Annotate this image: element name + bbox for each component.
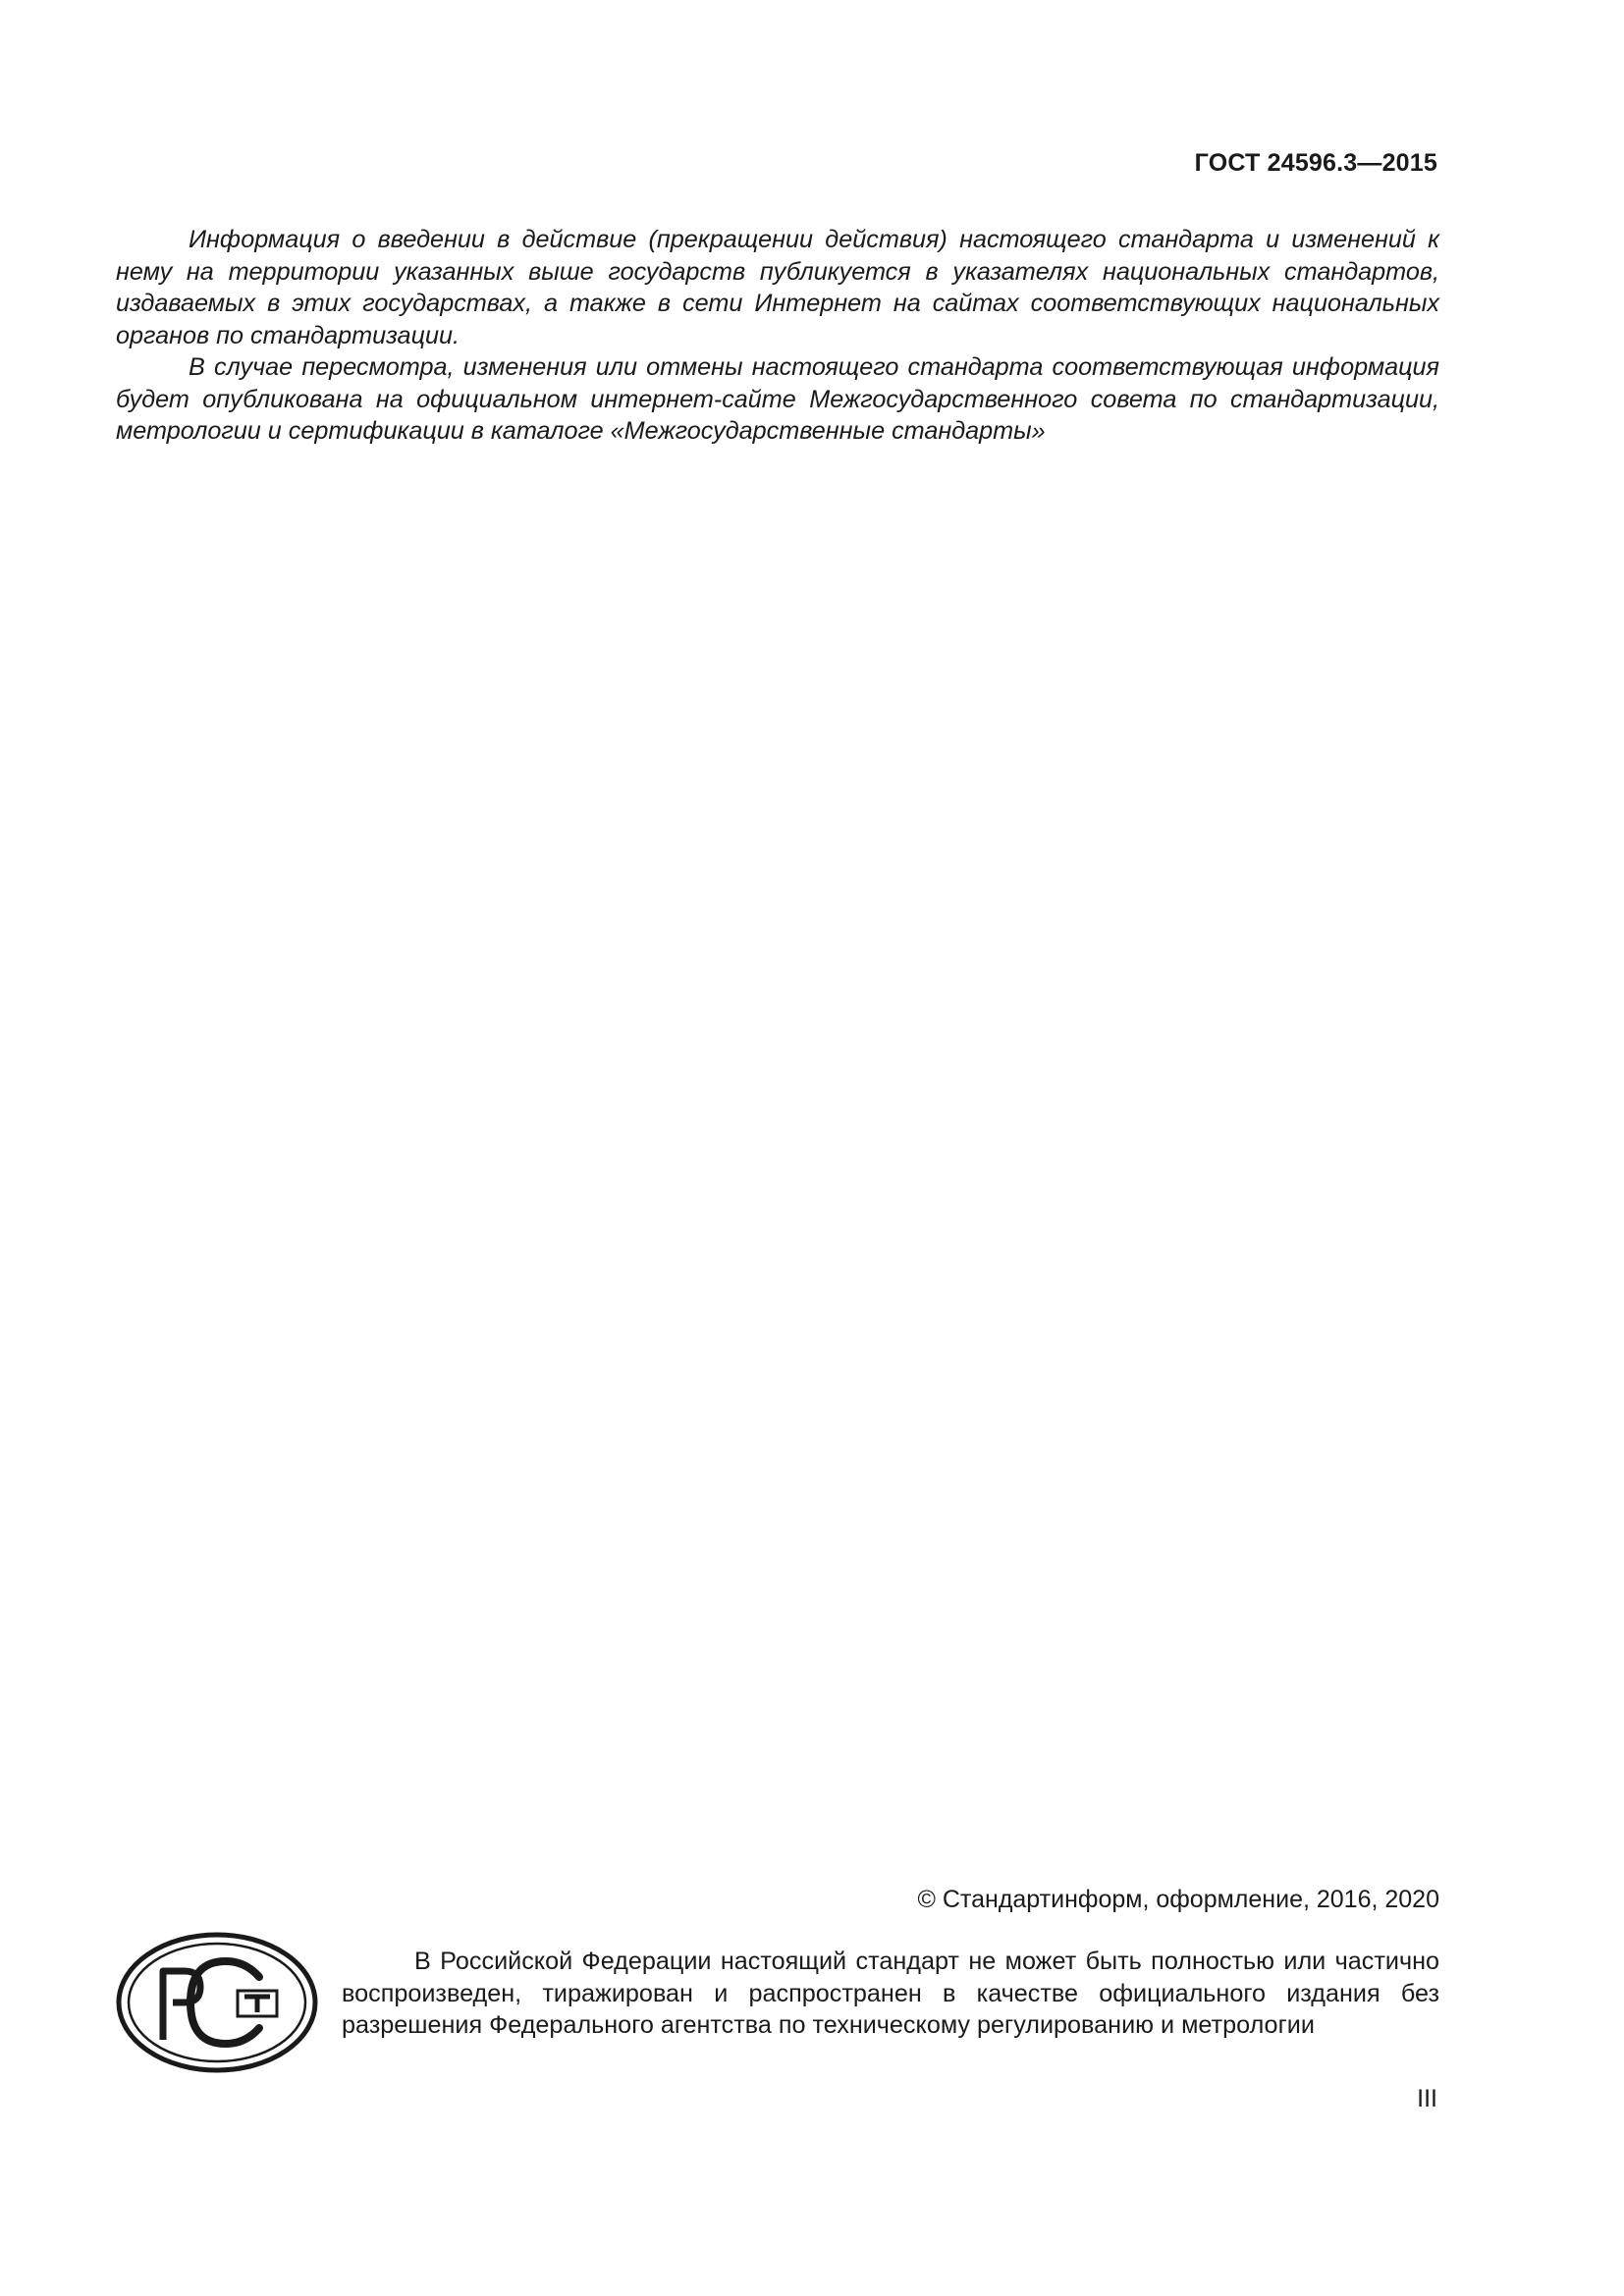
document-code: ГОСТ 24596.3—2015 — [1194, 149, 1437, 177]
info-paragraph: Информация о введении в действие (прекращении действия) настоящего стандарта и изменений к нему на территории указанных выше государств публикуется в указателях национальных стандартов, издаваемых в этих государствах, а также в сети Интернет на сайтах соответствующих национальных органов по стандартизации. — [116, 226, 1439, 349]
rights-paragraph: В Российской Федерации настоящий стандарт не может быть полностью или частично воспроизведен, тиражирован и распространен в качестве официального издания без разрешения Федерального агентства по техническому регулированию и метрологии — [342, 1948, 1439, 2039]
info-paragraph: В случае пересмотра, изменения или отмены настоящего стандарта соответствующая информация будет опубликована на официальном интернет-сайте Межгосударственного совета по стандартизации, метрологии и сертификации в каталоге «Межгосударственные стандарты» — [116, 353, 1439, 445]
rst-certification-mark-icon — [116, 1932, 318, 2073]
page-number: III — [1417, 2085, 1437, 2112]
copyright-notice: © Стандартинформ, оформление, 2016, 2020 — [917, 1886, 1439, 1913]
rights-notice — [342, 1946, 1439, 2042]
publication-info — [116, 224, 1439, 448]
